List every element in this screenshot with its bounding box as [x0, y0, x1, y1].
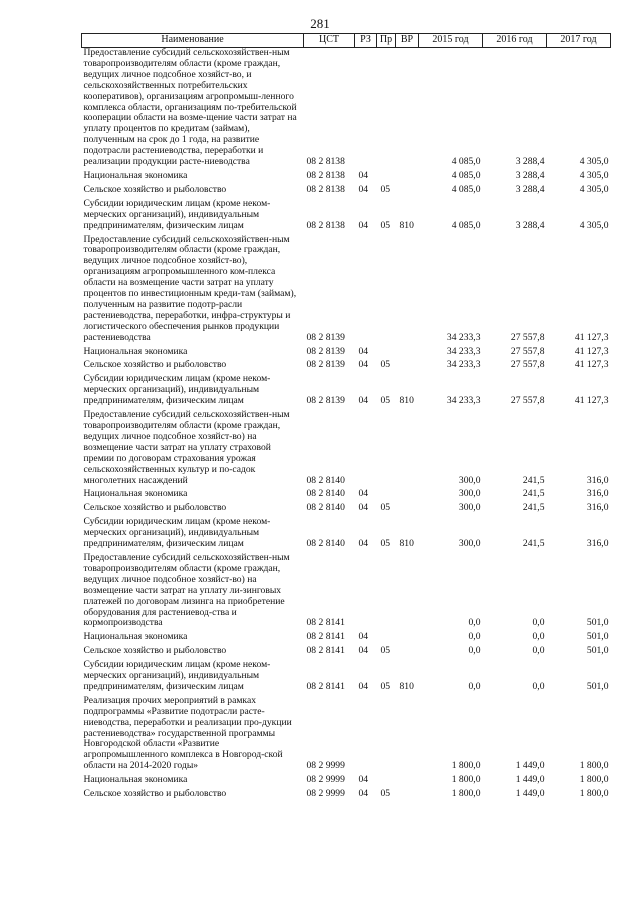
row-rz: 04 — [358, 538, 369, 550]
table-row — [82, 232, 611, 344]
table-row — [82, 772, 611, 786]
row-vr — [396, 486, 419, 500]
row-vr: 810 — [399, 680, 414, 692]
header-2017: 2017 год — [547, 34, 611, 48]
row-cst: 08 2 8139 — [306, 359, 345, 371]
table-row — [82, 407, 611, 486]
row-cst: 08 2 8138 — [306, 219, 345, 231]
row-cst: 08 2 8141 — [306, 680, 345, 692]
row-2015: 34 233,3 — [446, 345, 481, 357]
row-vr — [396, 629, 419, 643]
row-rz: 04 — [358, 774, 369, 786]
row-2017: 501,0 — [586, 631, 609, 643]
row-2016: 27 557,8 — [510, 345, 545, 357]
row-2017: 316,0 — [586, 538, 609, 550]
row-pr — [377, 629, 396, 643]
row-pr — [377, 772, 396, 786]
row-rz: 04 — [358, 488, 369, 500]
row-2016: 1 449,0 — [515, 760, 545, 772]
row-vr — [396, 48, 419, 168]
budget-table — [81, 33, 611, 800]
header-2015: 2015 год — [419, 34, 483, 48]
row-2016: 0,0 — [532, 680, 545, 692]
table-row — [82, 371, 611, 407]
table-row — [82, 514, 611, 550]
row-2016: 1 449,0 — [515, 788, 545, 800]
row-name: Национальная экономика — [83, 488, 188, 500]
table-body — [82, 48, 611, 801]
row-pr: 05 — [380, 502, 391, 514]
table-row — [82, 550, 611, 629]
row-cst: 08 2 8140 — [306, 488, 345, 500]
row-pr: 05 — [380, 359, 391, 371]
row-pr — [377, 693, 396, 772]
row-rz: 04 — [358, 359, 369, 371]
row-name: Национальная экономика — [83, 345, 188, 357]
table-row — [82, 48, 611, 168]
row-2015: 300,0 — [458, 474, 481, 486]
row-vr — [396, 786, 419, 800]
row-cst: 08 2 9999 — [306, 760, 345, 772]
row-2015: 0,0 — [468, 680, 481, 692]
table-row — [82, 629, 611, 643]
row-2015: 4 085,0 — [451, 156, 481, 168]
row-vr — [396, 182, 419, 196]
row-2017: 4 305,0 — [579, 156, 609, 168]
row-2016: 3 288,4 — [515, 183, 545, 195]
row-pr — [377, 48, 396, 168]
row-cst: 08 2 9999 — [306, 774, 345, 786]
row-2016: 0,0 — [532, 617, 545, 629]
row-2016: 3 288,4 — [515, 169, 545, 181]
row-name: Сельское хозяйство и рыболовство — [83, 645, 227, 657]
row-rz: 04 — [358, 169, 369, 181]
row-rz: 04 — [358, 788, 369, 800]
row-cst: 08 2 8138 — [306, 156, 345, 168]
row-name: Сельское хозяйство и рыболовство — [83, 183, 227, 195]
row-name: Сельское хозяйство и рыболовство — [83, 359, 227, 371]
row-name: Сельское хозяйство и рыболовство — [83, 788, 227, 800]
row-cst: 08 2 8139 — [306, 345, 345, 357]
row-vr — [396, 407, 419, 486]
row-cst: 08 2 8140 — [306, 538, 345, 550]
row-2016: 27 557,8 — [510, 395, 545, 407]
row-pr: 05 — [380, 645, 391, 657]
page-number: 281 — [310, 16, 330, 31]
row-2017: 316,0 — [586, 502, 609, 514]
row-pr: 05 — [380, 538, 391, 550]
row-name: Национальная экономика — [83, 631, 188, 643]
row-name: Реализация прочих мероприятий в рамках подпрограммы «Развитие подотрасли расте-ниеводства, переработки и реализации про-дукции растениеводства» государственной программы Новгородской области «Развитие агропромышленного комплекса в Новгород-ской области на 2014-2020 годы» — [83, 694, 292, 772]
row-2015: 1 800,0 — [451, 788, 481, 800]
row-cst: 08 2 8138 — [306, 183, 345, 195]
row-cst: 08 2 8138 — [306, 169, 345, 181]
row-2017: 1 800,0 — [579, 774, 609, 786]
row-2015: 34 233,3 — [446, 331, 481, 343]
row-pr: 05 — [380, 219, 391, 231]
row-vr — [396, 693, 419, 772]
header-2016: 2016 год — [483, 34, 547, 48]
row-2017: 41 127,3 — [574, 395, 609, 407]
table-row — [82, 486, 611, 500]
row-rz: 04 — [358, 345, 369, 357]
row-name: Предоставление субсидий сельскохозяйствен-ным товаропроизводителям области (кроме граждан, ведущих личное подсобное хозяйст-во, и сельскохозяйственных потребительских кооперативов), организациям агропромыш-ленного комплекса области, организациям по-требительской кооперации области на возме-щение части затрат на уплату процентов по кредитам (займам), полученным на срок до 1 года, на развитие подотрасли растениеводства, переработки и реализации продукции расте-ниеводства — [83, 47, 297, 168]
row-vr — [396, 232, 419, 344]
row-cst: 08 2 8139 — [306, 395, 345, 407]
row-2015: 300,0 — [458, 488, 481, 500]
row-cst: 08 2 8140 — [306, 502, 345, 514]
row-2016: 0,0 — [532, 631, 545, 643]
row-2016: 3 288,4 — [515, 219, 545, 231]
row-vr: 810 — [399, 219, 414, 231]
table-row — [82, 693, 611, 772]
row-2015: 0,0 — [468, 617, 481, 629]
row-2015: 4 085,0 — [451, 183, 481, 195]
row-vr: 810 — [399, 538, 414, 550]
row-pr: 05 — [380, 183, 391, 195]
row-2017: 4 305,0 — [579, 169, 609, 181]
row-vr — [396, 643, 419, 657]
row-name: Предоставление субсидий сельскохозяйствен-ным товаропроизводителям области (кроме граждан, ведущих личное подсобное хозяйст-во) на возмещение части затрат на уплату страховой премии по договорам страхования урожая сельскохозяйственных культур и по-садок многолетних насаждений — [83, 409, 290, 486]
row-2015: 34 233,3 — [446, 359, 481, 371]
row-2015: 4 085,0 — [451, 219, 481, 231]
row-2016: 241,5 — [522, 538, 545, 550]
row-2017: 41 127,3 — [574, 331, 609, 343]
table-row — [82, 344, 611, 358]
row-name: Сельское хозяйство и рыболовство — [83, 502, 227, 514]
row-cst: 08 2 8141 — [306, 631, 345, 643]
row-2015: 34 233,3 — [446, 395, 481, 407]
row-2015: 1 800,0 — [451, 760, 481, 772]
row-pr — [377, 407, 396, 486]
row-2015: 4 085,0 — [451, 169, 481, 181]
row-2017: 4 305,0 — [579, 183, 609, 195]
row-2017: 1 800,0 — [579, 788, 609, 800]
row-rz — [355, 693, 377, 772]
table-row — [82, 357, 611, 371]
header-name: Наименование — [82, 34, 304, 48]
row-2017: 41 127,3 — [574, 345, 609, 357]
row-vr — [396, 168, 419, 182]
row-2015: 1 800,0 — [451, 774, 481, 786]
table-row — [82, 500, 611, 514]
row-vr — [396, 357, 419, 371]
row-cst: 08 2 8140 — [306, 474, 345, 486]
row-pr: 05 — [380, 395, 391, 407]
row-2016: 241,5 — [522, 502, 545, 514]
row-rz: 04 — [358, 219, 369, 231]
row-vr: 810 — [399, 395, 414, 407]
row-name: Субсидии юридическим лицам (кроме неком-мерческих организаций), индивидуальным предпринимателям, физическим лицам — [83, 373, 271, 407]
row-rz: 04 — [358, 502, 369, 514]
row-2017: 4 305,0 — [579, 219, 609, 231]
row-2016: 241,5 — [522, 474, 545, 486]
table-row — [82, 643, 611, 657]
header-rz: РЗ — [355, 34, 377, 48]
row-2016: 241,5 — [522, 488, 545, 500]
row-pr — [377, 344, 396, 358]
row-rz — [355, 407, 377, 486]
header-cst: ЦСТ — [304, 34, 355, 48]
row-vr — [396, 550, 419, 629]
table-header-row — [82, 34, 611, 48]
row-2015: 0,0 — [468, 645, 481, 657]
row-rz — [355, 550, 377, 629]
row-cst: 08 2 8139 — [306, 331, 345, 343]
row-pr: 05 — [380, 788, 391, 800]
row-2017: 41 127,3 — [574, 359, 609, 371]
row-2015: 300,0 — [458, 538, 481, 550]
row-2016: 1 449,0 — [515, 774, 545, 786]
row-name: Национальная экономика — [83, 774, 188, 786]
row-rz: 04 — [358, 183, 369, 195]
row-pr: 05 — [380, 680, 391, 692]
row-2017: 316,0 — [586, 474, 609, 486]
row-2016: 27 557,8 — [510, 359, 545, 371]
row-2016: 0,0 — [532, 645, 545, 657]
row-rz: 04 — [358, 645, 369, 657]
row-2017: 316,0 — [586, 488, 609, 500]
row-name: Субсидии юридическим лицам (кроме неком-мерческих организаций), индивидуальным предпринимателям, физическим лицам — [83, 516, 271, 550]
row-cst: 08 2 8141 — [306, 617, 345, 629]
row-2015: 0,0 — [468, 631, 481, 643]
row-pr — [377, 486, 396, 500]
row-vr — [396, 344, 419, 358]
row-rz: 04 — [358, 631, 369, 643]
row-2015: 300,0 — [458, 502, 481, 514]
row-2016: 27 557,8 — [510, 331, 545, 343]
row-pr — [377, 168, 396, 182]
table-row — [82, 786, 611, 800]
row-2017: 501,0 — [586, 680, 609, 692]
row-name: Субсидии юридическим лицам (кроме неком-мерческих организаций), индивидуальным предпринимателям, физическим лицам — [83, 659, 271, 692]
row-2017: 1 800,0 — [579, 760, 609, 772]
row-cst: 08 2 9999 — [306, 788, 345, 800]
row-cst: 08 2 8141 — [306, 645, 345, 657]
header-vr: ВР — [396, 34, 419, 48]
header-pr: Пр — [377, 34, 396, 48]
row-2016: 3 288,4 — [515, 156, 545, 168]
row-rz: 04 — [358, 395, 369, 407]
row-vr — [396, 500, 419, 514]
row-rz — [355, 48, 377, 168]
row-name: Национальная экономика — [83, 169, 188, 181]
table-row — [82, 182, 611, 196]
row-name: Субсидии юридическим лицам (кроме неком-мерческих организаций), индивидуальным предпринимателям, физическим лицам — [83, 197, 271, 231]
table-row — [82, 196, 611, 232]
row-2017: 501,0 — [586, 617, 609, 629]
row-pr — [377, 232, 396, 344]
row-rz: 04 — [358, 680, 369, 692]
row-rz — [355, 232, 377, 344]
table-row — [82, 168, 611, 182]
row-name: Предоставление субсидий сельскохозяйствен-ным товаропроизводителям области (кроме граждан, ведущих личное подсобное хозяйст-во), организациям агропромышленного ком-плекса области на возмещение части затрат на уплату процентов по инвестиционным креди-там (займам), полученным на развитие подотр-расли растениеводства, переработки, инфра-структуры и логистического обеспечения рынков продукции растениеводства — [83, 233, 297, 343]
table-row — [82, 657, 611, 693]
row-vr — [396, 772, 419, 786]
row-name: Предоставление субсидий сельскохозяйствен-ным товаропроизводителям области (кроме граждан, ведущих личное подсобное хозяйст-во) на возмещение части затрат на уплату ли-зинговых платежей по договорам лизинга на приобретение оборудования для растениевод-ства и кормопроизводства — [83, 551, 290, 629]
row-pr — [377, 550, 396, 629]
row-2017: 501,0 — [586, 645, 609, 657]
